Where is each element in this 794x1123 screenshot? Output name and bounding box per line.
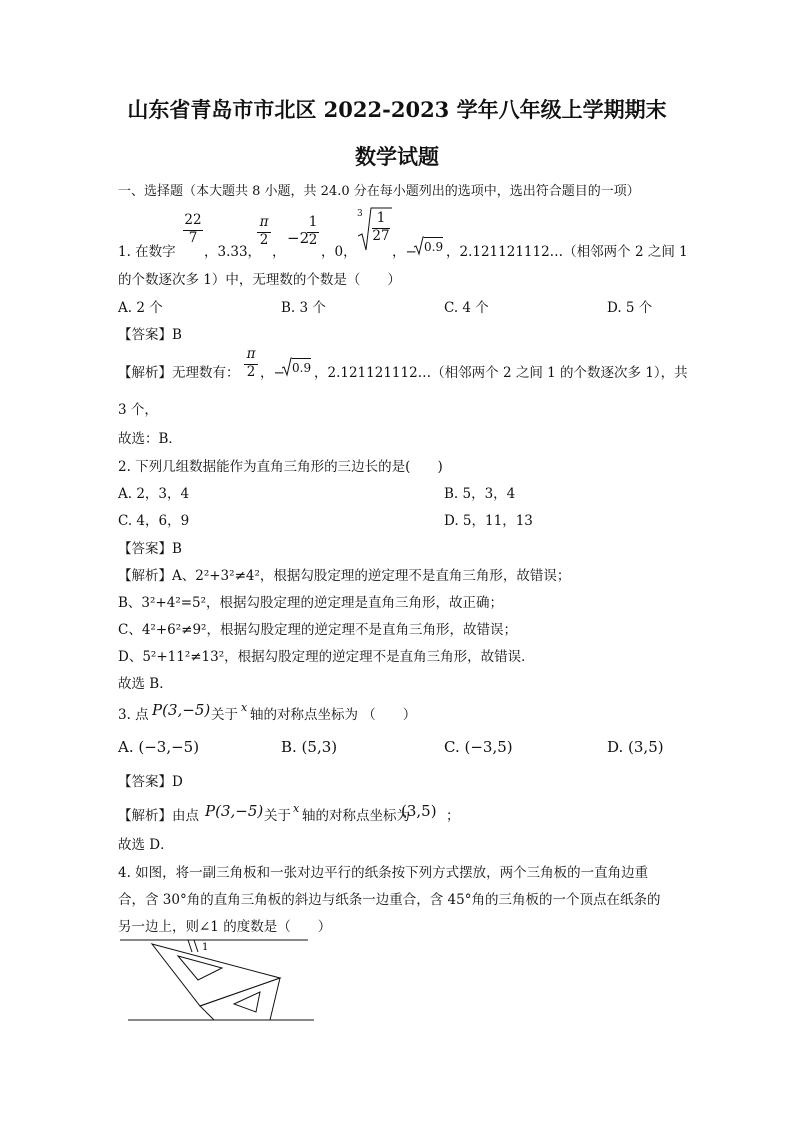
q1-fraction-pi-2 — [257, 216, 271, 247]
q2-option-d: D. 5，11，13 — [444, 513, 533, 529]
q3-option-c: C. (−3,5) — [444, 738, 513, 756]
q3-explanation-axis: x — [293, 802, 300, 815]
q1-tail: ，2.121121112…（相邻两个 2 之间 1 — [446, 244, 688, 260]
root-index: 3 — [357, 209, 363, 219]
triangle-ruler-figure — [118, 934, 318, 1026]
q1-cube-root-fraction — [372, 212, 390, 243]
q2-answer: 【答案】B — [118, 541, 182, 557]
exam-title: 山东省青岛市市北区 2022-2023 学年八年级上学期期末 — [127, 97, 667, 122]
q1-conclusion: 故选：B． — [118, 431, 182, 447]
q4-stem-line2: 合，含 30°角的直角三角板的斜边与纸条一边重合，含 45°角的三角板的一个顶点在纸条的 — [118, 892, 661, 908]
q1-option-a: A. 2 个 — [118, 300, 163, 316]
q3-axis: x — [241, 701, 248, 714]
q1-comma: ， — [272, 244, 286, 260]
q1-text-zero: ，0， — [321, 244, 357, 260]
q2-stem: 2. 下列几组数据能作为直角三角形的三边长的是( ) — [118, 459, 443, 475]
q3-explanation-mid2: 轴的对称点坐标为 — [302, 808, 410, 824]
fraction-denominator: 2 — [246, 363, 256, 380]
q1-answer: 【答案】B — [118, 327, 182, 343]
q4-stem-line1: 4. 如图，将一副三角板和一张对边平行的纸条按下列方式摆放，两个三角板的一直角边重 — [118, 865, 649, 881]
q1-fraction-22-7 — [183, 214, 203, 245]
q3-option-d: D. (3,5) — [607, 738, 664, 756]
angle-1-label: 1 — [202, 942, 209, 953]
q2-explanation-c: C、4²+6²≠9²，根据勾股定理的逆定理不是直角三角形，故错误； — [118, 622, 517, 638]
q2-option-a: A. 2，3，4 — [118, 486, 190, 502]
q2-conclusion: 故选 B． — [118, 676, 173, 692]
q2-explanation-b: B、3²+4²=5²，根据勾股定理的逆定理是直角三角形，故正确； — [118, 595, 504, 611]
sqrt-sign-icon — [414, 236, 424, 256]
q3-option-b: B. (5,3) — [281, 738, 338, 756]
q1-explanation-neg: ，− — [260, 365, 285, 381]
fraction-denominator: 2 — [259, 231, 269, 248]
q3-explanation-mid: 关于 — [264, 808, 291, 824]
section-heading: 一、选择题（本大题共 8 小题，共 24.0 分在每小题列出的选项中，选出符合题目的一项） — [118, 184, 640, 199]
q2-explanation-a: 【解析】A、2²+3²≠4²，根据勾股定理的逆定理不是直角三角形，故错误； — [118, 568, 571, 584]
q1-sqrt-value: 0.9 — [424, 237, 443, 254]
q1-explanation-line2: 3 个， — [118, 402, 158, 418]
q3-explanation-lead: 【解析】由点 — [118, 808, 199, 824]
fraction-denominator: 27 — [372, 227, 390, 244]
q3-point: P(3,−5) — [152, 701, 211, 719]
q3-lead: 3. 点 — [118, 707, 149, 723]
q3-mid: 关于 — [211, 707, 238, 723]
q1-lead: 1. 在数字 — [118, 244, 176, 260]
q3-tail: 轴的对称点坐标为 （ ） — [250, 707, 417, 723]
q1-text-333: ，3.33， — [204, 244, 262, 260]
q1-explanation-fraction-pi-2 — [244, 348, 258, 379]
q1-option-d: D. 5 个 — [607, 300, 653, 316]
q1-stem-line2: 的个数逐次多 1）中，无理数的个数是（ ） — [118, 272, 401, 288]
fraction-numerator: π — [246, 346, 256, 362]
q3-option-a: A. (−3,−5) — [118, 738, 200, 756]
sqrt-sign-icon — [282, 357, 292, 377]
fraction-denominator: 2 — [308, 231, 318, 248]
q3-explanation-end: ； — [446, 808, 460, 824]
q2-explanation-d: D、5²+11²≠13²，根据勾股定理的逆定理不是直角三角形，故错误． — [118, 649, 535, 665]
q3-explanation-point: P(3,−5) — [205, 802, 264, 820]
q4-stem-line3: 另一边上，则∠1 的度数是（ ） — [118, 919, 332, 935]
q2-option-c: C. 4，6，9 — [118, 513, 190, 529]
fraction-numerator: 22 — [184, 212, 202, 228]
q3-conclusion: 故选 D． — [118, 837, 174, 853]
exam-subtitle: 数学试题 — [355, 144, 439, 169]
fraction-denominator: 7 — [188, 229, 198, 246]
fraction-numerator: 1 — [376, 210, 386, 226]
q1-explanation-lead: 【解析】无理数有： — [118, 365, 240, 381]
q1-explanation-sqrt: 0.9 — [292, 358, 311, 375]
fraction-numerator: π — [259, 214, 269, 230]
q1-mixed-whole: −2 — [287, 229, 310, 247]
q2-option-b: B. 5，3，4 — [444, 486, 516, 502]
q1-mixed-fraction — [307, 216, 319, 247]
q1-explanation-tail: ，2.121121112…（相邻两个 2 之间 1 的个数逐次多 1），共 — [314, 365, 688, 381]
q3-answer: 【答案】D — [118, 774, 183, 790]
fraction-numerator: 1 — [308, 214, 318, 230]
q1-option-c: C. 4 个 — [444, 300, 489, 316]
q1-option-b: B. 3 个 — [281, 300, 326, 316]
q1-text-neg: ，− — [392, 244, 417, 260]
q3-explanation-result: (3,5) — [401, 802, 437, 820]
